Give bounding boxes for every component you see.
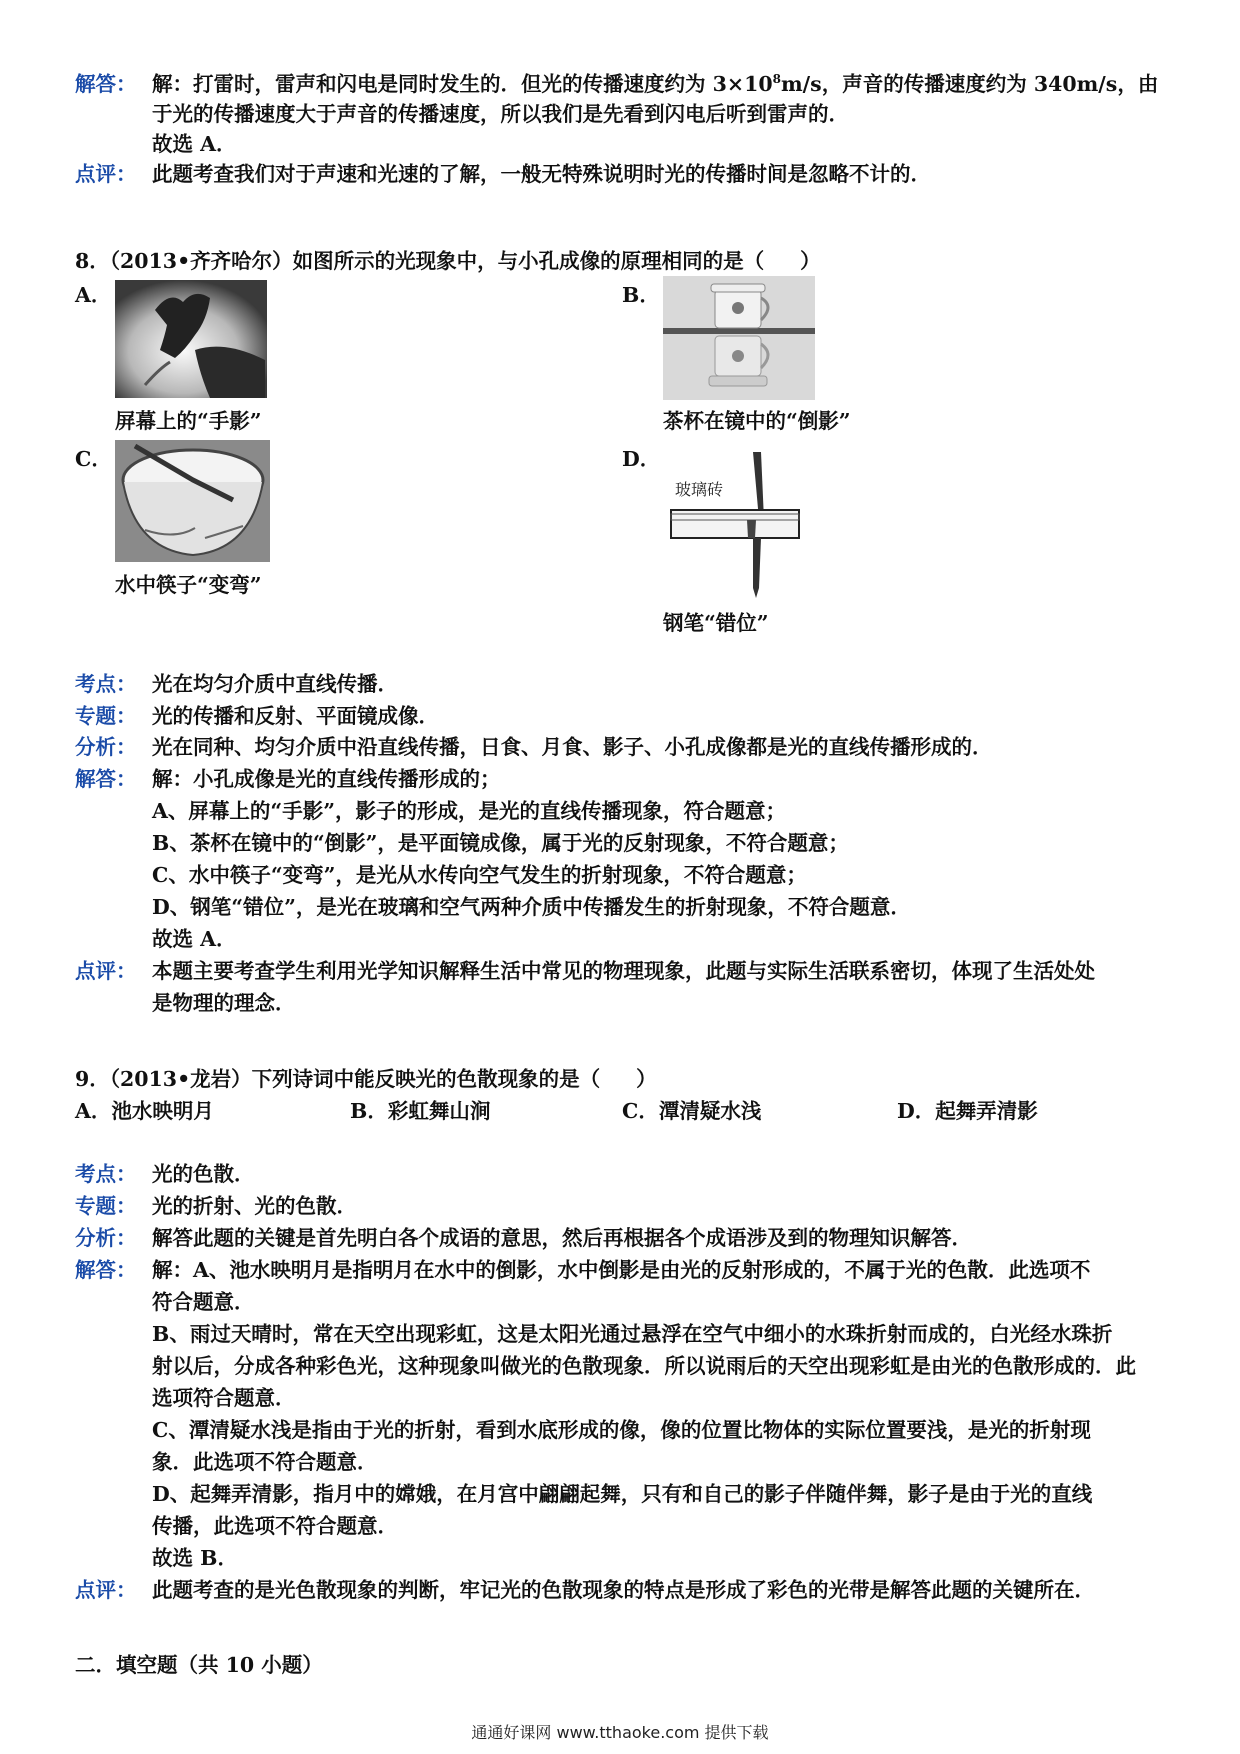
page-footer: 通通好课网 www.tthaoke.com 提供下载 bbox=[471, 1723, 769, 1742]
q8-option-c-caption: 水中筷子“变弯” bbox=[115, 573, 262, 597]
q8-option-a-letter: A． bbox=[75, 283, 112, 307]
glass-brick-label: 玻璃砖 bbox=[675, 480, 724, 499]
q7-exponent: 8 bbox=[772, 72, 781, 87]
q8-option-a-caption: 屏幕上的“手影” bbox=[115, 409, 262, 433]
kaodian-label: 考点： bbox=[75, 672, 137, 696]
zhuanti-label: 专题： bbox=[75, 1194, 137, 1218]
dianping-label: 点评： bbox=[75, 959, 137, 983]
section-heading: 二．填空题（共 10 小题） bbox=[75, 1653, 323, 1677]
q8-dianping-line: 本题主要考查学生利用光学知识解释生活中常见的物理现象，此题与实际生活联系密切，体现了生活处处 bbox=[152, 959, 1095, 983]
pen-behind-glass-image bbox=[663, 448, 813, 598]
q8-option-d-letter: D． bbox=[622, 447, 661, 471]
q7-answer-line-1a: 解：打雷时，雷声和闪电是同时发生的．但光的传播速度约为 3×10 bbox=[152, 72, 773, 96]
q7-review-text: 此题考查我们对于声速和光速的了解，一般无特殊说明时光的传播时间是忽略不计的． bbox=[152, 162, 931, 186]
q9-option-a: A．池水映明月 bbox=[75, 1099, 214, 1123]
q8-jieda-line: 解：小孔成像是光的直线传播形成的； bbox=[152, 767, 501, 791]
q9-option-b: B．彩虹舞山涧 bbox=[350, 1099, 491, 1123]
fenxi-label: 分析： bbox=[75, 735, 137, 759]
q8-jieda-line: D、钢笔“错位”，是光在玻璃和空气两种介质中传播发生的折射现象，不符合题意． bbox=[152, 895, 911, 919]
q8-option-c-letter: C． bbox=[75, 447, 112, 471]
q9-jieda-line: 选项符合题意． bbox=[152, 1386, 296, 1410]
q8-stem: 8．（2013•齐齐哈尔）如图所示的光现象中，与小孔成像的原理相同的是（ ） bbox=[75, 249, 821, 273]
q9-jieda-line: D、起舞弄清影，指月中的嫦娥，在月宫中翩翩起舞，只有和自己的影子伴随伴舞，影子是由于光的直线 bbox=[152, 1482, 1093, 1506]
q9-option-c: C．潭清疑水浅 bbox=[622, 1099, 762, 1123]
q8-jieda-line: 故选 A． bbox=[152, 927, 237, 951]
q9-jieda-line: C、潭清疑水浅是指由于光的折射，看到水底形成的像，像的位置比物体的实际位置要浅，是光的折射现 bbox=[152, 1418, 1091, 1442]
q9-zhuanti-text: 光的折射、光的色散． bbox=[152, 1194, 357, 1218]
zhuanti-label: 专题： bbox=[75, 704, 137, 728]
q9-fenxi-text: 解答此题的关键是首先明白各个成语的意思，然后再根据各个成语涉及到的物理知识解答． bbox=[152, 1226, 972, 1250]
q7-answer-line-1b: m/s，声音的传播速度约为 340m/s，由 bbox=[780, 72, 1159, 96]
q9-kaodian-text: 光的色散． bbox=[152, 1162, 255, 1186]
jieda-label: 解答： bbox=[75, 767, 137, 791]
q9-jieda-line: 符合题意． bbox=[152, 1290, 255, 1314]
q9-jieda-line: 解：A、池水映明月是指明月在水中的倒影，水中倒影是由光的反射形成的，不属于光的色散．此选项不 bbox=[152, 1258, 1091, 1282]
q9-jieda-line: 传播，此选项不符合题意． bbox=[152, 1514, 398, 1538]
q8-option-d-caption: 钢笔“错位” bbox=[663, 611, 769, 635]
q8-dianping-line: 是物理的理念． bbox=[152, 991, 296, 1015]
teacup-reflection-image bbox=[663, 276, 815, 400]
q8-zhuanti-text: 光的传播和反射、平面镜成像． bbox=[152, 704, 439, 728]
q8-jieda-line: B、茶杯在镜中的“倒影”，是平面镜成像，属于光的反射现象，不符合题意； bbox=[152, 831, 849, 855]
fenxi-label: 分析： bbox=[75, 1226, 137, 1250]
answer-label: 解答： bbox=[75, 72, 137, 96]
q7-answer-line-3: 故选 A． bbox=[152, 132, 237, 156]
q9-jieda-line: 象．此选项不符合题意． bbox=[152, 1450, 378, 1474]
review-label: 点评： bbox=[75, 162, 137, 186]
q8-fenxi-text: 光在同种、均匀介质中沿直线传播，日食、月食、影子、小孔成像都是光的直线传播形成的． bbox=[152, 735, 993, 759]
q9-option-d: D．起舞弄清影 bbox=[897, 1099, 1038, 1123]
hand-shadow-image bbox=[115, 280, 267, 398]
q9-dianping-text: 此题考查的是光色散现象的判断，牢记光的色散现象的特点是形成了彩色的光带是解答此题的关键所在． bbox=[152, 1578, 1095, 1602]
q9-jieda-line: 故选 B． bbox=[152, 1546, 238, 1570]
q8-jieda-line: C、水中筷子“变弯”，是光从水传向空气发生的折射现象，不符合题意； bbox=[152, 863, 807, 887]
q8-option-b-caption: 茶杯在镜中的“倒影” bbox=[663, 409, 851, 433]
q8-kaodian-text: 光在均匀介质中直线传播． bbox=[152, 672, 398, 696]
q8-jieda-line: A、屏幕上的“手影”，影子的形成，是光的直线传播现象，符合题意； bbox=[152, 799, 786, 823]
q9-stem: 9．（2013•龙岩）下列诗词中能反映光的色散现象的是（ ） bbox=[75, 1067, 657, 1091]
q8-option-b-letter: B． bbox=[622, 283, 660, 307]
dianping-label: 点评： bbox=[75, 1578, 137, 1602]
q7-answer-line-2: 于光的传播速度大于声音的传播速度，所以我们是先看到闪电后听到雷声的． bbox=[152, 102, 849, 126]
kaodian-label: 考点： bbox=[75, 1162, 137, 1186]
jieda-label: 解答： bbox=[75, 1258, 137, 1282]
chopsticks-in-bowl-image bbox=[115, 440, 270, 562]
q9-jieda-line: B、雨过天晴时，常在天空出现彩虹，这是太阳光通过悬浮在空气中细小的水珠折射而成的，白光经水珠折 bbox=[152, 1322, 1113, 1346]
q9-jieda-line: 射以后，分成各种彩色光，这种现象叫做光的色散现象．所以说雨后的天空出现彩虹是由光的色散形成的．此 bbox=[152, 1354, 1136, 1378]
